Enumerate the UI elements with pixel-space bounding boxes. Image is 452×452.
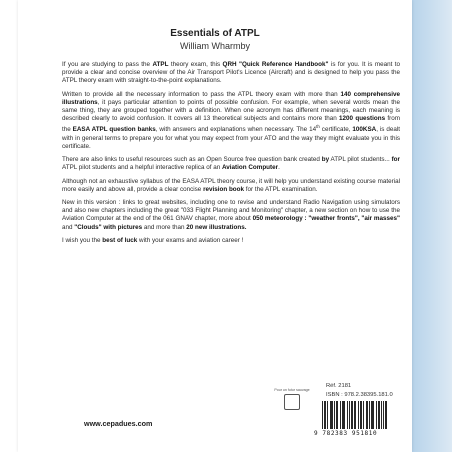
blurb-text <box>62 61 400 250</box>
bold-text: best of luck <box>102 236 138 244</box>
text-run: for the ATPL examination. <box>244 185 318 193</box>
bold-text: 140 comprehensive illustrations <box>62 90 400 106</box>
eco-logo <box>274 388 310 410</box>
bold-text: 1200 questions <box>339 115 386 123</box>
text-run: th <box>316 124 320 130</box>
eco-mark-icon <box>284 394 300 410</box>
blurb-paragraph <box>62 156 400 172</box>
bold-text: Aviation Computer <box>221 164 279 172</box>
bold-text: ATPL <box>152 61 169 68</box>
text-run: , it pays particular attention to points of possible confusion. For example, when several words mean the same thing, they are grouped together with a definition. When one acronym has different meanings, each meaning is described clearly to avoid confusion. It covers all 13 theoretical subjects and contains more than <box>62 98 400 123</box>
barcode-number: 9 782383 951810 <box>314 430 378 437</box>
blurb-paragraph <box>62 91 400 152</box>
isbn-number: ISBN : 978.2.38395.181.0 <box>326 392 393 398</box>
blurb-paragraph <box>62 199 400 232</box>
text-run: , is dealt with in general terms to prepare you for what you may expect from your ATO and the way they might evaluate you in this certificate. <box>62 126 400 150</box>
text-run: . <box>278 164 280 172</box>
text-run: theory exam, this <box>168 61 223 68</box>
text-run: ATPL pilot students and a helpful interactive replica of an <box>62 164 222 172</box>
bold-text: for <box>391 156 400 164</box>
text-run: New in this version : links to great websites, including one to revise and understand Radio Navigation using simulators and also new chapters including the great "033 Flight Planning and Monitoring" chapter, a new section on how to use the Aviation Computer at the end of the 061 GNAV chapter, more about <box>62 198 400 223</box>
text-run: and more than <box>142 223 187 231</box>
text-run: certificate, <box>319 126 353 134</box>
text-run: is for you. It is meant to provide a clear and concise overview of the Air Transport Pilot's Licence (Aircraft) and is designed to help you pass the ATPL theory exam with straight-to-the-point explanations. <box>62 61 401 85</box>
bold-text: "Clouds" with pictures <box>74 223 143 231</box>
bold-text: 100KSA <box>352 126 377 134</box>
book-title: Essentials of ATPL <box>170 28 260 39</box>
spine-strip <box>412 0 452 452</box>
blurb-paragraph <box>62 61 400 86</box>
blurb-paragraph <box>62 237 400 245</box>
text-run: There are also links to useful resources such as an Open Source free question bank created <box>62 156 322 164</box>
bold-text: QRH "Quick Reference Handbook" <box>222 61 329 68</box>
publisher-website: www.cepadues.com <box>84 419 153 428</box>
bold-text: 20 new illustrations. <box>186 223 247 231</box>
text-run: and <box>62 223 75 231</box>
text-run: from the <box>62 115 400 134</box>
back-cover-page <box>18 0 412 452</box>
bold-text: by <box>321 156 330 164</box>
reference-number: Réf. 2181 <box>326 383 352 389</box>
barcode-icon <box>322 401 388 429</box>
bold-text: EASA ATPL question banks <box>72 126 156 134</box>
text-run: Written to provide all the necessary information to pass the ATPL theory exam with more than <box>62 90 341 98</box>
blurb-paragraph <box>62 178 400 194</box>
text-run: , with answers and explanations when necessary. The 14 <box>155 126 317 134</box>
text-run: ATPL pilot students... <box>329 156 392 164</box>
bold-text: revision book <box>203 185 245 193</box>
eco-label: Pour un futur sauvage <box>274 388 310 392</box>
book-author: William Wharmby <box>179 41 250 51</box>
text-run: If you are studying to pass the <box>62 61 153 68</box>
bold-text: 050 meteorology : "weather fronts", "air masses" <box>252 215 400 223</box>
text-run: I wish you the <box>62 236 103 244</box>
text-run: Although not an exhaustive syllabus of the EASA ATPL theory course, it will help you understand existing course material more easily and above all, provide a clear concise <box>62 177 400 193</box>
text-run: with your exams and aviation career ! <box>137 236 244 244</box>
